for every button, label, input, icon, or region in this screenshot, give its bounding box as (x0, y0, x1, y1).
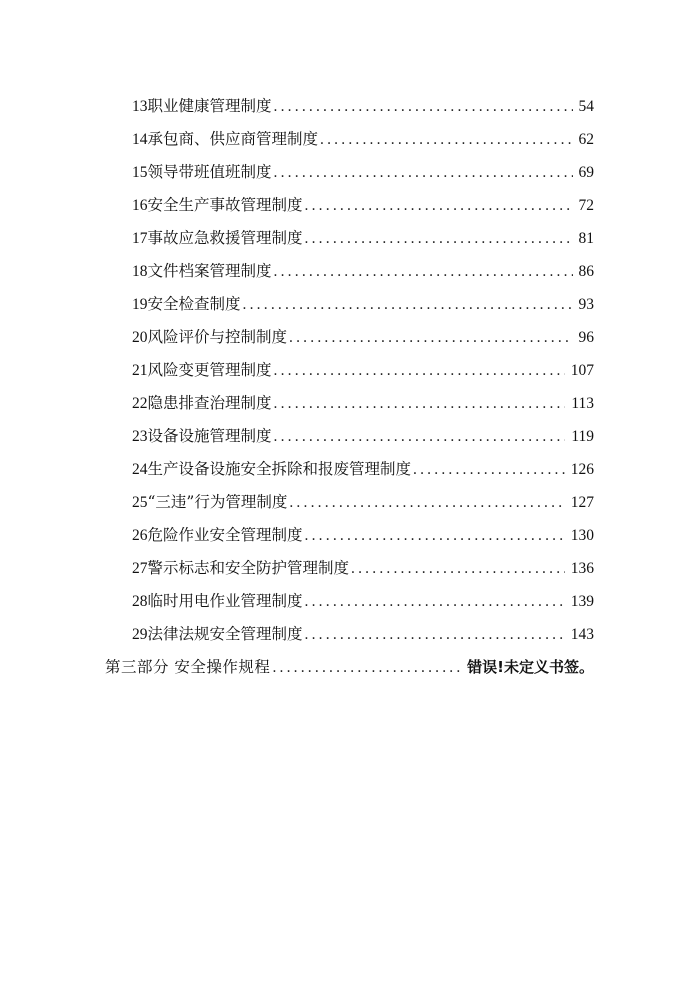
dot-leader (274, 263, 573, 281)
toc-entry-title: 风险评价与控制制度 (147, 328, 288, 346)
toc-entry-title: 危险作业安全管理制度 (147, 526, 303, 544)
toc-entry-title: 风险变更管理制度 (147, 361, 272, 379)
toc-entry-page: 69 (578, 164, 594, 181)
toc-entry-page: 139 (570, 593, 594, 610)
dot-leader (274, 428, 566, 446)
toc-entry[interactable] (132, 523, 594, 547)
toc-entry-page: 130 (570, 527, 594, 544)
toc-entry-title: 隐患排查治理制度 (147, 394, 272, 412)
toc-entry-number: 21 (132, 362, 148, 379)
toc-entry-number: 18 (132, 263, 148, 280)
dot-leader (305, 197, 573, 215)
toc-entry-page: 96 (578, 329, 594, 346)
toc-entry[interactable] (132, 490, 594, 514)
toc-entry-title: 法律法规安全管理制度 (147, 625, 303, 643)
dot-leader (320, 131, 572, 149)
toc-entry-page: 127 (570, 494, 594, 511)
toc-entry-number: 20 (132, 329, 148, 346)
toc-entry-number: 26 (132, 527, 148, 544)
dot-leader (305, 527, 565, 545)
toc-entry-number: 13 (132, 98, 148, 115)
toc-entry[interactable] (132, 94, 594, 118)
dot-leader (289, 494, 564, 512)
toc-entry[interactable] (132, 226, 594, 250)
toc-entry-page: 81 (578, 230, 594, 247)
dot-leader (305, 593, 565, 611)
dot-leader (413, 461, 565, 479)
toc-entry-number: 29 (132, 626, 148, 643)
dot-leader (274, 395, 566, 413)
toc-entry-title: 临时用电作业管理制度 (147, 592, 303, 610)
toc-entry-page: 119 (571, 428, 594, 445)
toc-part-heading[interactable] (105, 655, 594, 679)
toc-entry-number: 25 (132, 494, 148, 511)
toc-entry-number: 22 (132, 395, 148, 412)
dot-leader (274, 362, 565, 380)
toc-entry[interactable] (132, 358, 594, 382)
toc-entry-number: 17 (132, 230, 148, 247)
toc-entry-page: 62 (578, 131, 594, 148)
toc-entry-page: 136 (570, 560, 594, 577)
toc-entry[interactable] (132, 589, 594, 613)
toc-entry[interactable] (132, 325, 594, 349)
toc-entry-number: 14 (132, 131, 148, 148)
toc-entry[interactable] (132, 193, 594, 217)
toc-entry-page: 86 (578, 263, 594, 280)
dot-leader (274, 98, 573, 116)
toc-entry-title: 生产设备设施安全拆除和报废管理制度 (147, 460, 412, 478)
toc-entry-number: 19 (132, 296, 148, 313)
toc-entry-page: 54 (578, 98, 594, 115)
toc-entry-title: “三违”行为管理制度 (147, 493, 288, 511)
dot-leader (243, 296, 573, 314)
toc-entry-page: 113 (571, 395, 594, 412)
dot-leader (305, 230, 573, 248)
toc-entry-number: 23 (132, 428, 148, 445)
toc-entry[interactable] (132, 127, 594, 151)
dot-leader (274, 164, 573, 182)
toc-entry[interactable] (132, 457, 594, 481)
dot-leader (351, 560, 565, 578)
toc-entry-title: 领导带班值班制度 (147, 163, 272, 181)
dot-leader (289, 329, 572, 347)
toc-entry-page: 143 (570, 626, 594, 643)
toc-entry-page: 93 (578, 296, 594, 313)
toc-entry-title: 安全检查制度 (147, 295, 241, 313)
toc-entry[interactable] (132, 391, 594, 415)
toc-entry-number: 27 (132, 560, 148, 577)
toc-entry-number: 24 (132, 461, 148, 478)
toc-entry-page: 126 (570, 461, 594, 478)
toc-entry-title: 安全生产事故管理制度 (147, 196, 303, 214)
toc-entry-title: 事故应急救援管理制度 (147, 229, 303, 247)
dot-leader (272, 659, 461, 677)
toc-part-page-error: 错误!未定义书签。 (467, 658, 594, 676)
toc-entry-page: 107 (570, 362, 594, 379)
toc-entry[interactable] (132, 424, 594, 448)
dot-leader (305, 626, 565, 644)
toc-entry-title: 承包商、供应商管理制度 (147, 130, 319, 148)
toc-part-title: 第三部分 安全操作规程 (105, 658, 271, 676)
toc-entry-title: 职业健康管理制度 (147, 97, 272, 115)
toc-entry-page: 72 (578, 197, 594, 214)
toc-entry[interactable] (132, 259, 594, 283)
toc-entry-title: 设备设施管理制度 (147, 427, 272, 445)
toc-entry-title: 警示标志和安全防护管理制度 (147, 559, 350, 577)
toc-entry-number: 16 (132, 197, 148, 214)
toc-entry-number: 15 (132, 164, 148, 181)
toc-entry[interactable] (132, 160, 594, 184)
toc-entry-number: 28 (132, 593, 148, 610)
toc-entry[interactable] (132, 622, 594, 646)
toc-entry[interactable] (132, 556, 594, 580)
toc-entry[interactable] (132, 292, 594, 316)
toc-entry-title: 文件档案管理制度 (147, 262, 272, 280)
